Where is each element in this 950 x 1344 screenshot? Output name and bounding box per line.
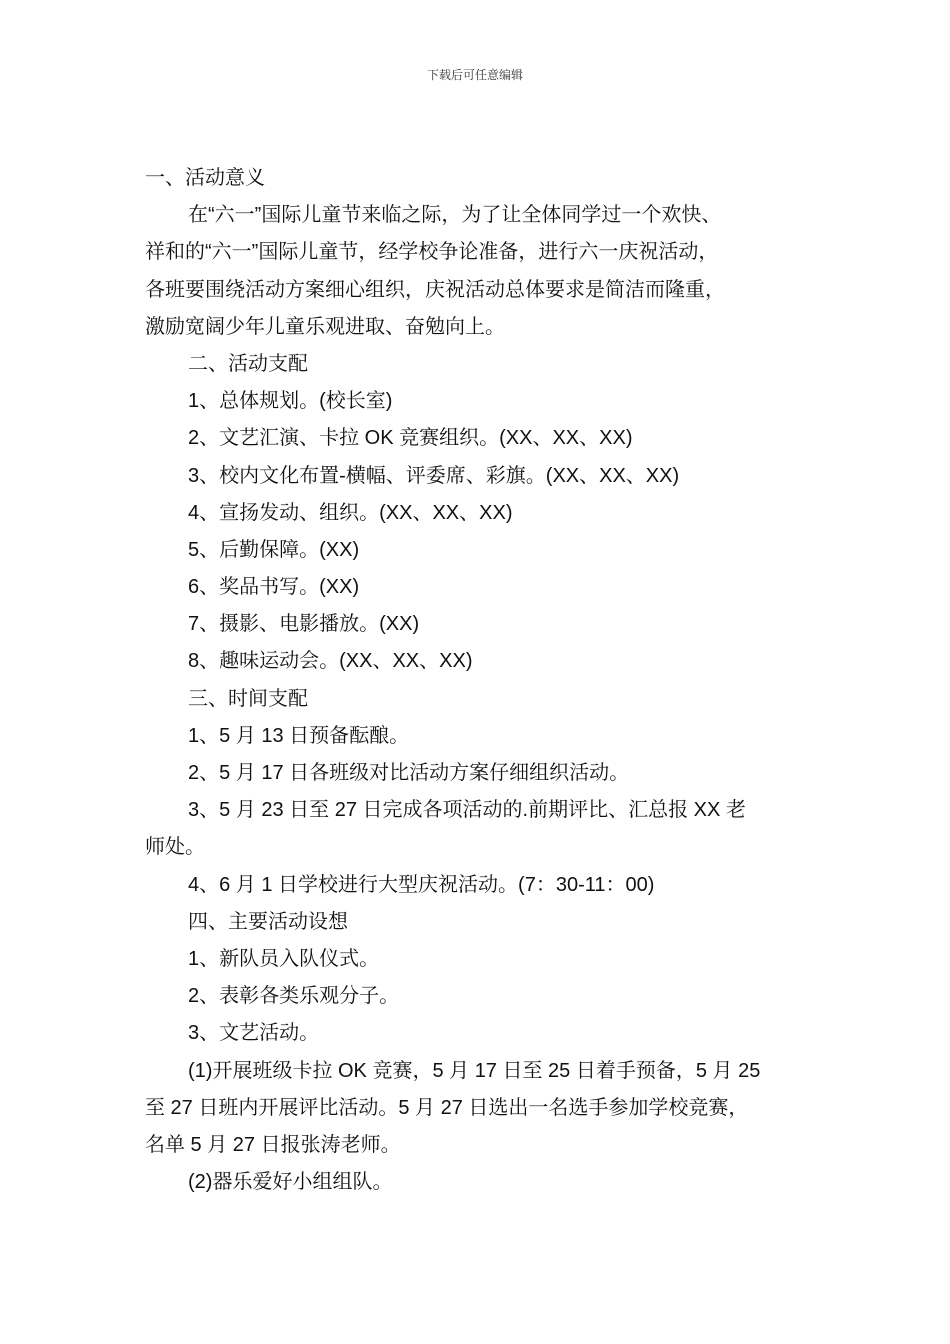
- text-line: 3、5 月 23 日至 27 日完成各项活动的.前期评比、汇总报 XX 老: [188, 799, 746, 822]
- text-line: 一、活动意义: [145, 167, 265, 189]
- text-line: 2、文艺汇演、卡拉 OK 竞赛组织。(XX、XX、XX): [188, 427, 633, 450]
- text-line: 各班要围绕活动方案细心组织，庆祝活动总体要求是简洁而隆重，: [145, 278, 725, 301]
- text-line: 1、5 月 13 日预备酝酿。: [188, 724, 410, 747]
- text-line: 1、总体规划。(校长室): [188, 390, 393, 413]
- text-line: 8、趣味运动会。(XX、XX、XX): [188, 650, 473, 673]
- text-line: 激励宽阔少年儿童乐观进取、奋勉向上。: [145, 315, 505, 338]
- page-header-note: 下载后可任意编辑: [426, 68, 523, 82]
- text-line: 祥和的“六一”国际儿童节，经学校争论准备，进行六一庆祝活动，: [145, 241, 719, 264]
- text-line: 名单 5 月 27 日报张涛老师。: [145, 1133, 401, 1156]
- text-line: (2)器乐爱好小组组队。: [188, 1171, 393, 1194]
- text-line: 师处。: [145, 836, 205, 859]
- text-line: 三、时间支配: [188, 687, 308, 710]
- text-line: 3、文艺活动。: [188, 1022, 320, 1045]
- text-line: 6、奖品书写。(XX): [188, 576, 360, 599]
- text-line: 1、新队员入队仪式。: [188, 947, 380, 970]
- text-line: 3、校内文化布置-横幅、评委席、彩旗。(XX、XX、XX): [188, 464, 680, 487]
- text-line: 至 27 日班内开展评比活动。5 月 27 日选出一名选手参加学校竞赛，: [145, 1096, 749, 1119]
- text-line: 2、表彰各类乐观分子。: [188, 985, 400, 1008]
- text-line: 在“六一”国际儿童节来临之际，为了让全体同学过一个欢快、: [188, 204, 722, 227]
- text-line: 4、6 月 1 日学校进行大型庆祝活动。(7：30-11：00): [188, 873, 655, 896]
- text-line: 7、摄影、电影播放。(XX): [188, 613, 420, 636]
- text-line: (1)开展班级卡拉 OK 竞赛，5 月 17 日至 25 日着手预备，5 月 25: [188, 1059, 761, 1082]
- text-line: 4、宣扬发动、组织。(XX、XX、XX): [188, 501, 513, 524]
- text-line: 5、后勤保障。(XX): [188, 538, 360, 561]
- document-body: [145, 160, 825, 1201]
- text-line: 四、主要活动设想: [188, 910, 348, 933]
- text-line: 二、活动支配: [188, 352, 308, 375]
- text-line: 2、5 月 17 日各班级对比活动方案仔细组织活动。: [188, 762, 630, 784]
